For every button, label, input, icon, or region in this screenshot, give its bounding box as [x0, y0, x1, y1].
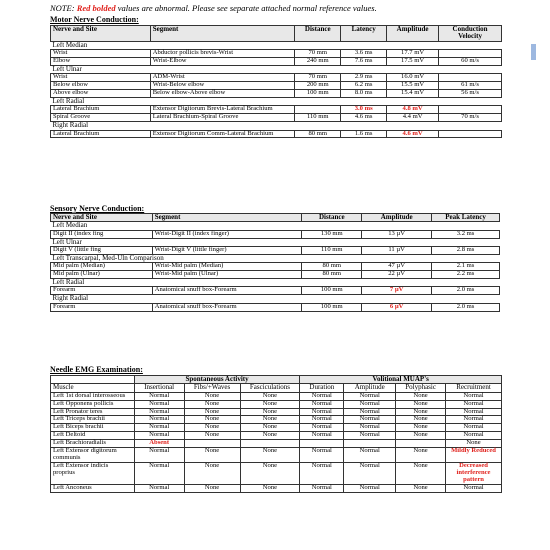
motor-header: Nerve and Site	[51, 26, 151, 42]
note-suffix: values are abnormal. Please see separate attached normal reference values.	[115, 3, 377, 13]
table-cell: 110 mm	[295, 114, 341, 122]
table-cell: Left Extensor indicis proprius	[51, 462, 135, 484]
note-red: Red bolded	[76, 3, 116, 13]
table-cell: 17.5 mV	[387, 57, 439, 65]
motor-title: Motor Nerve Conduction:	[50, 15, 139, 24]
emg-header-row	[51, 384, 502, 392]
motor-header: Latency	[341, 26, 387, 42]
table-cell: Normal	[344, 392, 396, 400]
table-cell: 6 µV	[362, 303, 432, 311]
table-row	[51, 74, 502, 82]
table-row	[51, 114, 502, 122]
nerve-group-label: Left Ulnar	[51, 65, 502, 73]
table-cell: 22 µV	[362, 271, 432, 279]
sensory-header: Segment	[152, 214, 302, 222]
table-cell: None	[240, 484, 300, 492]
table-cell: Normal	[300, 432, 344, 440]
table-cell: None	[184, 408, 240, 416]
table-cell: 100 mm	[295, 90, 341, 98]
table-cell: 13 µV	[362, 230, 432, 238]
table-row	[51, 82, 502, 90]
table-cell: None	[184, 448, 240, 463]
table-cell: None	[240, 400, 300, 408]
table-cell: Normal	[446, 400, 502, 408]
table-cell: Wrist-Elbow	[150, 57, 295, 65]
table-cell: None	[184, 462, 240, 484]
table-cell: Spiral Groove	[51, 114, 151, 122]
table-cell: 4.8 mV	[387, 106, 439, 114]
table-cell: Normal	[344, 400, 396, 408]
table-cell: Anatomical snuff box-Forearm	[152, 287, 302, 295]
table-cell: Absent	[134, 440, 184, 448]
table-cell: Normal	[344, 416, 396, 424]
table-cell: Normal	[344, 484, 396, 492]
table-cell: Normal	[134, 400, 184, 408]
group-row	[51, 238, 500, 246]
table-cell: None	[240, 408, 300, 416]
table-cell: 2.8 ms	[432, 246, 500, 254]
table-cell: Left Opponens pollicis	[51, 400, 135, 408]
table-cell: None	[396, 416, 446, 424]
table-cell: Forearm	[51, 287, 153, 295]
table-cell: Wrist	[51, 74, 151, 82]
table-cell: Below elbow-Above elbow	[150, 90, 295, 98]
table-cell: Lateral Brachium	[51, 106, 151, 114]
table-cell: Normal	[134, 432, 184, 440]
table-cell: Digit II (index fing	[51, 230, 153, 238]
table-row	[51, 432, 502, 440]
table-row	[51, 400, 502, 408]
table-cell: Normal	[446, 424, 502, 432]
table-cell: Normal	[344, 462, 396, 484]
table-cell: None	[396, 392, 446, 400]
emg-header: Amplitude	[344, 384, 396, 392]
table-row	[51, 392, 502, 400]
emg-group-volitional: Volitional MUAP's	[300, 376, 502, 384]
emg-header: Duration	[300, 384, 344, 392]
table-cell: None	[184, 432, 240, 440]
emg-group-spontaneous: Spontaneous Activity	[134, 376, 300, 384]
table-cell	[439, 130, 502, 138]
table-row	[51, 57, 502, 65]
table-cell: None	[396, 432, 446, 440]
table-cell: Left Anconeus	[51, 484, 135, 492]
table-row	[51, 263, 500, 271]
table-cell: Mid palm (Median)	[51, 263, 153, 271]
table-cell: Normal	[134, 424, 184, 432]
table-cell: 16.0 mV	[387, 74, 439, 82]
table-row	[51, 271, 500, 279]
sensory-title: Sensory Nerve Conduction:	[50, 204, 145, 213]
table-cell: Left 1st dorsal interosseous	[51, 392, 135, 400]
table-cell: 2.9 ms	[341, 74, 387, 82]
table-cell: 80 mm	[302, 263, 362, 271]
table-cell: None	[396, 448, 446, 463]
table-cell: None	[396, 462, 446, 484]
group-row	[51, 222, 500, 230]
nerve-group-label: Left Transcarpal, Med-Uln Comparison	[51, 254, 500, 262]
table-cell: None	[240, 462, 300, 484]
motor-header: Conduction Velocity	[439, 26, 502, 42]
table-row	[51, 50, 502, 58]
table-cell: Normal	[344, 432, 396, 440]
table-cell: None	[240, 432, 300, 440]
emg-header: Recruitment	[446, 384, 502, 392]
group-row	[51, 254, 500, 262]
table-row	[51, 287, 500, 295]
table-cell: 100 mm	[302, 287, 362, 295]
nerve-group-label: Left Ulnar	[51, 238, 500, 246]
table-row	[51, 303, 500, 311]
table-cell: None	[240, 424, 300, 432]
table-cell: Normal	[446, 416, 502, 424]
table-cell: Left Deltoid	[51, 432, 135, 440]
table-cell: None	[184, 424, 240, 432]
table-cell: 4.4 mV	[387, 114, 439, 122]
table-cell: 3.0 ms	[341, 106, 387, 114]
table-cell: 70 mm	[295, 50, 341, 58]
table-cell: Left Biceps brachii	[51, 424, 135, 432]
table-cell: Mildly Reduced	[446, 448, 502, 463]
table-cell: Normal	[300, 408, 344, 416]
table-cell: 61 m/s	[439, 82, 502, 90]
table-cell: 4.6 mV	[387, 130, 439, 138]
table-cell: None	[396, 400, 446, 408]
motor-header-row	[51, 26, 502, 42]
table-cell: 7 µV	[362, 287, 432, 295]
table-cell: Normal	[300, 424, 344, 432]
scroll-marker	[531, 44, 536, 60]
emg-table	[50, 375, 502, 493]
group-row	[51, 295, 500, 303]
table-cell: Lateral Brachium	[51, 130, 151, 138]
table-cell: Wrist	[51, 50, 151, 58]
group-row	[51, 97, 502, 105]
table-cell: Normal	[300, 400, 344, 408]
table-cell: 2.0 ms	[432, 303, 500, 311]
table-cell: 7.6 ms	[341, 57, 387, 65]
table-cell: Wrist-Below elbow	[150, 82, 295, 90]
table-cell: Left Extensor digitorum communis	[51, 448, 135, 463]
table-cell: Wrist-Mid palm (Median)	[152, 263, 302, 271]
table-cell: 47 µV	[362, 263, 432, 271]
group-row	[51, 122, 502, 130]
table-cell: Normal	[446, 408, 502, 416]
table-cell: Wrist-Digit V (little finger)	[152, 246, 302, 254]
table-cell: None	[396, 484, 446, 492]
table-cell: None	[240, 448, 300, 463]
sensory-header: Amplitude	[362, 214, 432, 222]
table-cell: ADM-Wrist	[150, 74, 295, 82]
table-cell: 2.1 ms	[432, 263, 500, 271]
sensory-header: Peak Latency	[432, 214, 500, 222]
table-row	[51, 90, 502, 98]
sensory-header-row	[51, 214, 500, 222]
table-cell: 60 m/s	[439, 57, 502, 65]
table-cell: 100 mm	[302, 303, 362, 311]
table-cell: Wrist-Digit II (index finger)	[152, 230, 302, 238]
table-cell: Normal	[134, 462, 184, 484]
table-cell: Mid palm (Ulnar)	[51, 271, 153, 279]
emg-title: Needle EMG Examination:	[50, 365, 143, 374]
table-cell: Normal	[300, 462, 344, 484]
emg-header: Insertional	[134, 384, 184, 392]
table-cell: None	[184, 416, 240, 424]
table-cell: Normal	[134, 484, 184, 492]
table-cell: Digit V (little fing	[51, 246, 153, 254]
table-cell: 2.2 ms	[432, 271, 500, 279]
table-cell: 130 mm	[302, 230, 362, 238]
motor-header: Amplitude	[387, 26, 439, 42]
nerve-group-label: Right Radial	[51, 295, 500, 303]
sensory-header: Distance	[302, 214, 362, 222]
table-cell: Normal	[134, 408, 184, 416]
table-cell: 56 m/s	[439, 90, 502, 98]
table-row	[51, 462, 502, 484]
table-row	[51, 448, 502, 463]
table-cell: Normal	[446, 392, 502, 400]
table-cell: Lateral Brachium-Spiral Groove	[150, 114, 295, 122]
table-cell: Normal	[344, 408, 396, 416]
table-cell: 110 mm	[302, 246, 362, 254]
table-cell: Extensor Digitorum Comm-Lateral Brachium	[150, 130, 295, 138]
table-cell: 4.6 ms	[341, 114, 387, 122]
table-cell: 200 mm	[295, 82, 341, 90]
table-cell: Elbow	[51, 57, 151, 65]
table-cell: 80 mm	[302, 271, 362, 279]
table-cell: Wrist-Mid palm (Ulnar)	[152, 271, 302, 279]
table-cell: 15.4 mV	[387, 90, 439, 98]
table-cell: None	[396, 424, 446, 432]
table-cell: None	[184, 400, 240, 408]
group-row	[51, 65, 502, 73]
table-cell: None	[240, 392, 300, 400]
table-cell: 240 mm	[295, 57, 341, 65]
emg-header: Fibs/+Waves	[184, 384, 240, 392]
sensory-table	[50, 213, 500, 312]
group-row	[51, 279, 500, 287]
table-cell: Normal	[344, 424, 396, 432]
note-prefix: NOTE:	[50, 3, 77, 13]
table-cell: 3.2 ms	[432, 230, 500, 238]
table-row	[51, 106, 502, 114]
table-cell: Decreased interference pattern	[446, 462, 502, 484]
table-cell: 8.0 ms	[341, 90, 387, 98]
table-cell: Normal	[446, 484, 502, 492]
table-cell: Left Brachioradialis	[51, 440, 135, 448]
emg-header: Muscle	[51, 384, 135, 392]
table-cell: Normal	[134, 448, 184, 463]
table-cell: None	[446, 440, 502, 448]
table-cell: Normal	[300, 392, 344, 400]
table-cell: Extensor Digitorum Brevis-Lateral Brachium	[150, 106, 295, 114]
table-cell: Abductor pollicis brevis-Wrist	[150, 50, 295, 58]
table-row	[51, 230, 500, 238]
nerve-group-label: Left Median	[51, 222, 500, 230]
nerve-group-label: Left Radial	[51, 97, 502, 105]
motor-table	[50, 25, 502, 138]
table-cell: Normal	[300, 416, 344, 424]
table-cell: None	[184, 392, 240, 400]
note-line	[50, 3, 377, 13]
table-cell: Forearm	[51, 303, 153, 311]
table-cell: Below elbow	[51, 82, 151, 90]
table-cell: Left Triceps brachii	[51, 416, 135, 424]
table-cell: 15.5 mV	[387, 82, 439, 90]
nerve-group-label: Left Radial	[51, 279, 500, 287]
table-cell: 11 µV	[362, 246, 432, 254]
table-cell: Normal	[300, 484, 344, 492]
group-row	[51, 41, 502, 49]
table-cell: 1.6 ms	[341, 130, 387, 138]
table-cell: Normal	[134, 392, 184, 400]
table-cell: 6.2 ms	[341, 82, 387, 90]
table-cell: 80 mm	[295, 130, 341, 138]
table-cell: 17.7 mV	[387, 50, 439, 58]
table-cell: Normal	[344, 448, 396, 463]
sensory-header: Nerve and Site	[51, 214, 153, 222]
motor-header: Distance	[295, 26, 341, 42]
table-cell: 2.0 ms	[432, 287, 500, 295]
table-cell: Normal	[300, 448, 344, 463]
table-row	[51, 130, 502, 138]
table-cell: Left Pronator teres	[51, 408, 135, 416]
nerve-group-label: Right Radial	[51, 122, 502, 130]
table-cell: 70 mm	[295, 74, 341, 82]
table-cell: Normal	[446, 432, 502, 440]
table-cell: Anatomical snuff box-Forearm	[152, 303, 302, 311]
nerve-group-label: Left Median	[51, 41, 502, 49]
table-cell: None	[396, 408, 446, 416]
table-cell: Normal	[134, 416, 184, 424]
table-row	[51, 484, 502, 492]
motor-header: Segment	[150, 26, 295, 42]
emg-header: Polyphasic	[396, 384, 446, 392]
table-cell: None	[184, 484, 240, 492]
table-cell: 3.6 ms	[341, 50, 387, 58]
table-cell: Above elbow	[51, 90, 151, 98]
table-cell: None	[240, 416, 300, 424]
table-cell: 70 m/s	[439, 114, 502, 122]
emg-header: Fasciculations	[240, 384, 300, 392]
